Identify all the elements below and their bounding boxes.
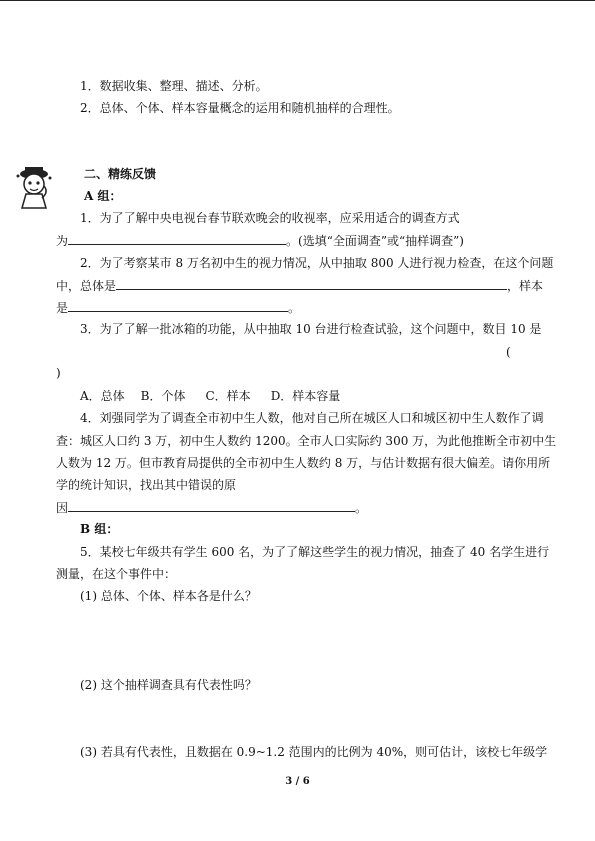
objective-2: 2．总体、个体、样本容量概念的运用和随机抽样的合理性。 bbox=[80, 101, 400, 115]
q3-option-c[interactable]: C．样本 bbox=[205, 389, 251, 403]
q4-text-2: 查：城区人口约 3 万，初中生人数约 1200。全市人口实际约 300 万，为此他推断全市初中生 bbox=[56, 434, 557, 448]
q2-blank-sample[interactable] bbox=[68, 300, 288, 312]
cartoon-thinker-icon bbox=[14, 164, 54, 212]
q4-answer-line bbox=[56, 500, 367, 515]
q4-text-4: 学的统计知识，找出其中错误的原 bbox=[56, 478, 237, 492]
q5-text-2: 测量，在这个事件中： bbox=[56, 567, 177, 581]
q4-blank[interactable] bbox=[68, 500, 355, 512]
group-a-label: A 组： bbox=[84, 189, 122, 203]
q3-option-d[interactable]: D．样本容量 bbox=[270, 389, 341, 403]
q1-blank[interactable] bbox=[68, 233, 286, 245]
q2-prefix2: 是 bbox=[56, 301, 69, 315]
section-title: 二、精练反馈 bbox=[84, 167, 157, 181]
q5-sub-2: (2) 这个抽样调查具有代表性吗？ bbox=[80, 678, 257, 692]
page-number: 3 / 6 bbox=[285, 776, 310, 787]
q1-prefix: 为 bbox=[56, 234, 69, 248]
page-top-rule bbox=[0, 0, 595, 1]
q3-option-a[interactable]: A．总体 bbox=[80, 389, 125, 403]
q4-prefix: 因 bbox=[56, 501, 69, 515]
q3-text: 3．为了了解一批冰箱的功能，从中抽取 10 台进行检查试验，这个问题中，数目 10 是 bbox=[80, 322, 542, 336]
q3-paren-close: ) bbox=[56, 366, 61, 380]
q1-suffix: 。(选填“全面调查”或“抽样调查”) bbox=[286, 234, 464, 248]
q4-text-3: 人数为 12 万。但市教育局提供的全市初中生人数约 8 万，与估计数据有很大偏差。请你用所 bbox=[56, 456, 551, 470]
q3-paren-open: ( bbox=[506, 345, 511, 359]
q4-text-1: 4．刘强同学为了调查全市初中生人数，他对自己所在城区人口和城区初中生人数作了调 bbox=[80, 411, 544, 425]
q2-prefix: 中，总体是 bbox=[56, 279, 117, 293]
q5-sub-1: (1) 总体、个体、样本各是什么？ bbox=[80, 589, 257, 603]
objective-1: 1．数据收集、整理、描述、分析。 bbox=[80, 79, 268, 93]
q2-blank-population[interactable] bbox=[116, 278, 507, 290]
q3-options bbox=[80, 389, 340, 403]
q2-end: 。 bbox=[288, 301, 301, 315]
q1-answer-line bbox=[56, 233, 464, 248]
q2-answer-line-2 bbox=[56, 300, 300, 315]
q2-mid: ，样本 bbox=[507, 279, 544, 293]
q5-text-1: 5．某校七年级共有学生 600 名，为了了解这些学生的视力情况，抽查了 40 名学生进行 bbox=[80, 545, 550, 559]
q2-text: 2．为了考察某市 8 万名初中生的视力情况，从中抽取 800 人进行视力检查，在这个问题 bbox=[80, 256, 554, 270]
q4-end: 。 bbox=[355, 501, 368, 515]
q1-text: 1．为了了解中央电视台春节联欢晚会的收视率，应采用适合的调查方式 bbox=[80, 211, 460, 225]
q2-answer-line-1 bbox=[56, 278, 543, 293]
q3-option-b[interactable]: B．个体 bbox=[140, 389, 186, 403]
group-b-label: B 组： bbox=[80, 522, 119, 536]
q5-sub-3: (3) 若具有代表性，且数据在 0.9~1.2 范围内的比例为 40%，则可估计，该校七年级学 bbox=[80, 745, 548, 759]
